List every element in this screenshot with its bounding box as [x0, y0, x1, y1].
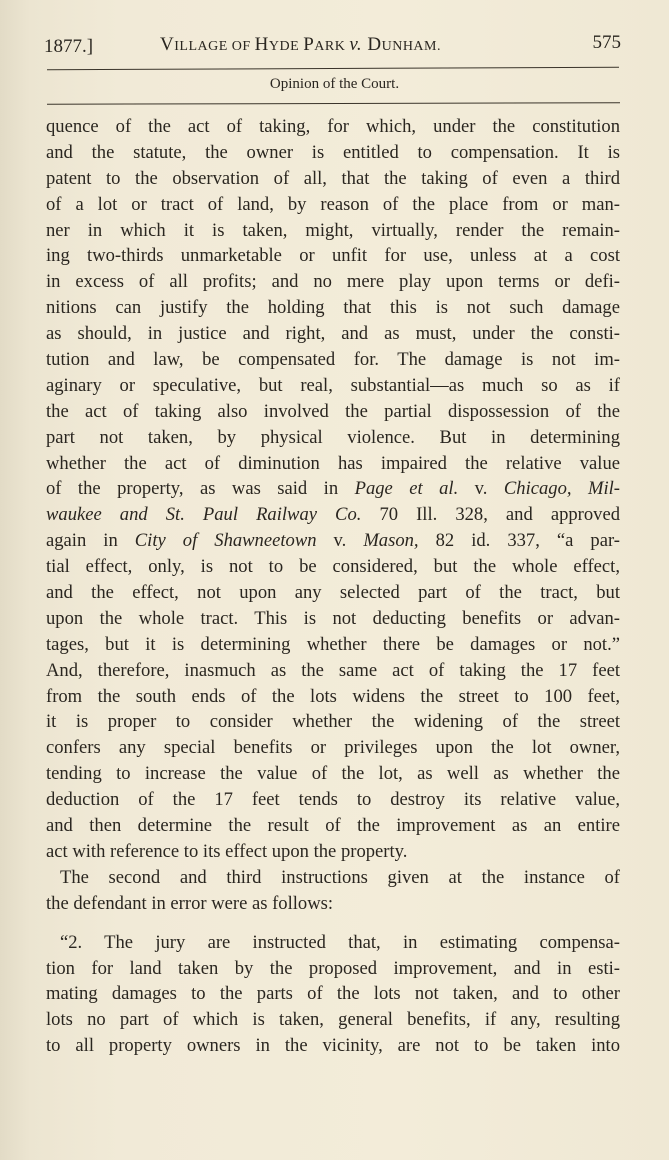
text-line: the defendant in error were as follows:	[46, 892, 334, 914]
header-rule	[47, 67, 619, 70]
body-text	[46, 114, 620, 1059]
text-line-citation: of the property, as was said in Page et al. v. Chicago, Mil-	[46, 478, 620, 500]
text-line: the act of taking also involved the partial dispossession of the	[46, 400, 620, 422]
text-line-citation: again in City of Shawneetown v. Mason, 82 id. 337, “a par-	[46, 530, 620, 552]
subheading-rule	[47, 102, 620, 105]
case-name: Chicago, Mil-	[503, 478, 620, 500]
running-header	[44, 30, 621, 60]
text-line: ing two-thirds unmarketable or unfit for use, unless at a cost	[46, 245, 620, 267]
text-line: patent to the observation of all, that the taking of even a third	[46, 167, 620, 189]
text-line: tending to increase the value of the lot, as well as whether the	[46, 763, 620, 785]
quote-line: “2. The jury are instructed that, in estimating compensa-	[60, 931, 620, 953]
text-line: and then determine the result of the improvement as an entire	[46, 815, 620, 837]
text-line: And, therefore, inasmuch as the same act of taking the 17 feet	[46, 659, 620, 681]
case-name: Mason,	[363, 530, 419, 552]
text-line: of a lot or tract of land, by reason of the place from or man-	[46, 193, 620, 215]
quote-line: tion for land taken by the proposed improvement, and in esti-	[46, 957, 620, 979]
text-line-citation: waukee and St. Paul Railway Co. 70 Ill. 328, and approved	[46, 504, 621, 526]
case-name: City of Shawneetown	[134, 530, 317, 552]
text-line: as should, in justice and right, and as must, under the consti-	[46, 323, 620, 345]
text-line: in excess of all profits; and no mere play upon terms or defi-	[46, 271, 620, 293]
text-line: from the south ends of the lots widens the street to 100 feet,	[46, 685, 620, 707]
section-subheading: Opinion of the Court.	[269, 76, 400, 92]
text-line: confers any special benefits or privileges upon the lot owner,	[46, 737, 620, 759]
quote-line: to all property owners in the vicinity, are not to be taken into	[46, 1035, 620, 1057]
text-line: ner in which it is taken, might, virtually, render the remain-	[46, 219, 620, 241]
text-line: act with reference to its effect upon the property.	[46, 840, 408, 862]
quote-line: mating damages to the parts of the lots not taken, and to other	[46, 983, 620, 1005]
case-name: waukee and St. Paul Railway Co.	[46, 504, 362, 526]
header-year: 1877.]	[44, 36, 94, 57]
text-line: quence of the act of taking, for which, under the constitution	[46, 116, 620, 137]
text-line: nitions can justify the holding that this is not such damage	[46, 297, 620, 319]
text-line: part not taken, by physical violence. But in determining	[46, 426, 620, 448]
text-line: whether the act of diminution has impaired the relative value	[46, 452, 620, 474]
text-line: tages, but it is determining whether there be damages or not.”	[46, 633, 620, 655]
text-line: aginary or speculative, but real, substantial—as much so as if	[46, 374, 620, 396]
text-line: tial effect, only, is not to be considered, but the whole effect,	[46, 556, 620, 578]
text-line: upon the whole tract. This is not deducting benefits or advan-	[46, 607, 620, 629]
text-line: and the effect, not upon any selected part of the tract, but	[46, 582, 620, 604]
case-name: Page et al.	[354, 478, 459, 500]
text-line: tution and law, be compensated for. The damage is not im-	[46, 349, 620, 371]
text-line: it is proper to consider whether the widening of the street	[46, 711, 620, 733]
text-line: deduction of the 17 feet tends to destroy its relative value,	[46, 789, 620, 811]
page-number: 575	[592, 32, 621, 53]
header-title: VILLAGE OF HYDE PARK v. DUNHAM.	[160, 34, 441, 55]
quote-line: lots no part of which is taken, general benefits, if any, resulting	[46, 1009, 620, 1031]
text-line: and the statute, the owner is entitled to compensation. It is	[46, 141, 620, 163]
text-line: The second and third instructions given at the instance of	[60, 866, 620, 888]
